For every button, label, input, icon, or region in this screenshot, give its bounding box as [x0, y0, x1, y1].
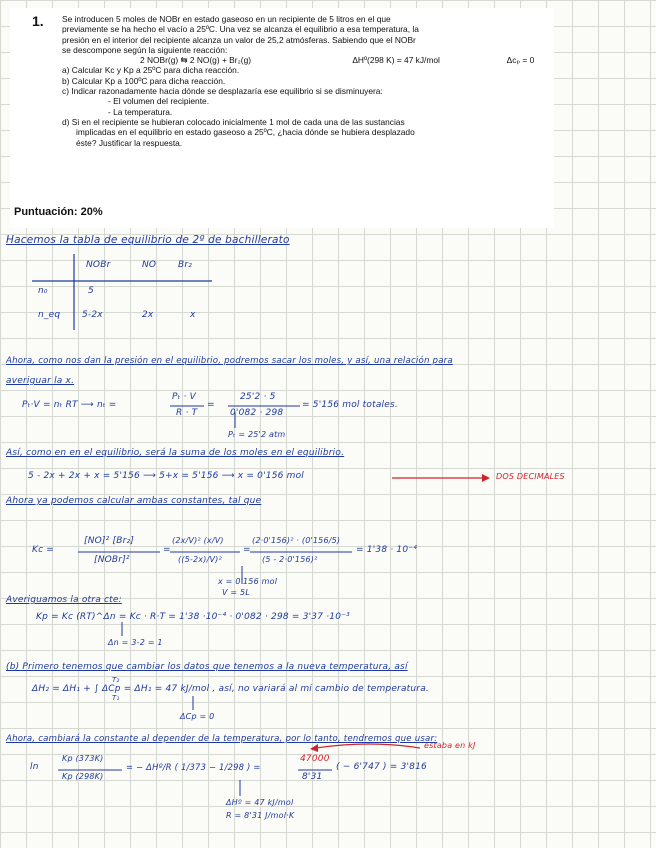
vh-ln: ln	[30, 762, 39, 772]
table-row-label-neq: n_eq	[38, 310, 61, 320]
item-c: c) Indicar razonadamente hacia dónde se desplazaría ese equilibrio si se disminuyera:	[62, 86, 383, 97]
eq-pv-left: Pₜ·V = nₜ RT ⟶ nₜ =	[22, 400, 117, 410]
statement-line-4: se descompone según la siguiente reacción:	[62, 44, 228, 55]
kp-equation: Kp = Kc (RT)^Δn = Kc · R·T = 1'38 ·10⁻⁴ · 0'082 · 298 = 3'37 ·10⁻³	[36, 612, 350, 622]
note-text-1a: Ahora, como nos dan la presión en el equilibrio, podremos sacar los moles, y así, una relación para	[6, 356, 453, 366]
table-cell-neq-nobr: 5-2x	[82, 310, 103, 320]
red-note-kj: estaba en kJ	[424, 741, 476, 750]
dh-int-lower: T₁	[112, 694, 120, 702]
kc-frac-num: [NO]² [Br₂]	[84, 536, 135, 546]
dh-int-upper: T₂	[112, 676, 120, 684]
kc-equals-2: =	[243, 545, 251, 555]
table-cell-neq-no: 2x	[142, 310, 154, 320]
vh-den: 8'31	[302, 772, 323, 782]
vh-note-dh: ΔHº = 47 kJ/mol	[226, 798, 294, 807]
item-b: b) Calcular Kp a 100ºC para dicha reacción.	[62, 75, 226, 86]
score-label: Puntuación: 20%	[14, 206, 103, 218]
kc-equals-1: =	[163, 545, 171, 555]
eq-pv-equals: =	[207, 400, 215, 410]
note-text-2: Así, como en en el equilibrio, será la suma de los moles en el equilibrio.	[6, 448, 345, 458]
item-c-sub-1: - El volumen del recipiente.	[108, 96, 210, 107]
kc-note-x: x = 0'156 mol	[218, 577, 278, 586]
kc-result: = 1'38 · 10⁻⁴	[356, 545, 418, 555]
note-text-5: (b) Primero tenemos que cambiar los datos que tenemos a la nueva temperatura, así	[6, 662, 408, 672]
note-text-1b: averiguar la x.	[6, 376, 75, 386]
vh-right: ( − 6'747 ) = 3'816	[336, 762, 427, 772]
eq-sum: 5 - 2x + 2x + x = 5'156 ⟶ 5+x = 5'156 ⟶ x = 0'156 mol	[28, 471, 304, 481]
kc-frac3-num: (2·0'156)² · (0'156/5)	[252, 536, 341, 545]
vh-frac-num: Kp (373K)	[62, 754, 104, 763]
kc-frac-den: [NOBr]²	[94, 555, 130, 565]
dh-note-cp: ΔCp = 0	[180, 712, 215, 721]
item-d-line-3: éste? Justificar la respuesta.	[76, 137, 183, 148]
reaction-enthalpy: ΔHº(298 K) = 47 kJ/mol	[352, 55, 440, 66]
eq-pv-den: R · T	[176, 408, 198, 418]
table-cell-neq-br2: x	[190, 310, 196, 320]
eq-pv-den2: 0'082 · 298	[230, 408, 284, 418]
eq-pv-num: Pₜ · V	[172, 392, 197, 402]
kc-label: Kc =	[32, 545, 55, 555]
note-text-3: Ahora ya podemos calcular ambas constantes, tal que	[6, 496, 262, 506]
kc-frac2-num: (2x/V)² (x/V)	[172, 536, 224, 545]
red-curve-arrow-head	[310, 744, 318, 752]
table-header-nobr: NOBr	[86, 260, 111, 270]
eq-pv-num2: 25'2 · 5	[240, 392, 276, 402]
vh-note-r: R = 8'31 J/mol·K	[226, 811, 295, 820]
statement-line-2: previamente se ha hecho el vacío a 25ºC. Una vez se alcanza el equilibrio a esa temperatura, la	[62, 24, 419, 35]
table-row-label-n0: n₀	[38, 286, 48, 296]
problem-statement	[10, 8, 554, 228]
item-d-line-2: implicadas en el equilibrio en estado gaseoso a 25ºC, ¿hacia dónde se hubiera desplazado	[76, 127, 415, 138]
table-header-no: NO	[142, 260, 157, 270]
note-text-4: Averiguamos la otra cte:	[6, 595, 122, 605]
red-curve-arrow	[316, 744, 420, 748]
kc-note-v: V = 5L	[222, 588, 251, 597]
reaction-line	[140, 55, 544, 65]
eq-pv-result: = 5'156 mol totales.	[302, 400, 398, 410]
dh-equation: ΔH₂ = ΔH₁ + ∫ ΔCp = ΔH₁ = 47 kJ/mol , así, no variará al mi cambio de temperatura.	[32, 684, 429, 694]
note-text-6: Ahora, cambiará la constante al depender de la temperatura, por lo tanto, tendremos que usar:	[6, 734, 438, 744]
table-cell-n0-nobr: 5	[88, 286, 94, 296]
item-c-sub-2: - La temperatura.	[108, 106, 173, 117]
reaction-delta-cp: Δcₚ = 0	[506, 55, 535, 66]
red-note-decimals: DOS DECIMALES	[496, 472, 565, 481]
eq-pv-note: Pₜ = 25'2 atm	[228, 430, 286, 439]
statement-line-1: Se introducen 5 moles de NOBr en estado gaseoso en un recipiente de 5 litros en el que	[62, 14, 391, 24]
vh-red-num: 47000	[300, 754, 330, 764]
reaction-equation: 2 NOBr(g) ⇆ 2 NO(g) + Br₂(g)	[140, 55, 252, 66]
item-d-line-1: d) Si en el recipiente se hubieran colocado inicialmente 1 mol de cada una de las sustancias	[62, 116, 405, 127]
item-a: a) Calcular Kc y Kp a 25ºC para dicha reacción.	[62, 65, 240, 76]
kc-frac3-den: (5 - 2·0'156)²	[262, 555, 318, 564]
kc-frac2-den: ((5-2x)/V)²	[178, 555, 222, 564]
statement-line-3: presión en el interior del recipiente alcanza un valor de 25,2 atmósferas. Sabiendo que el NOBr	[62, 34, 416, 45]
table-header-br2: Br₂	[178, 260, 193, 270]
red-arrow-head	[482, 474, 490, 482]
vh-frac-den: Kp (298K)	[62, 772, 104, 781]
note-intro: Hacemos la tabla de equilibrio de 2º de bachillerato	[6, 234, 290, 246]
kp-note-delta-n: Δn = 3-2 = 1	[108, 638, 163, 647]
problem-number: 1.	[32, 13, 44, 29]
vh-mid: = − ΔHº/R ( 1/373 − 1/298 ) =	[126, 762, 261, 772]
